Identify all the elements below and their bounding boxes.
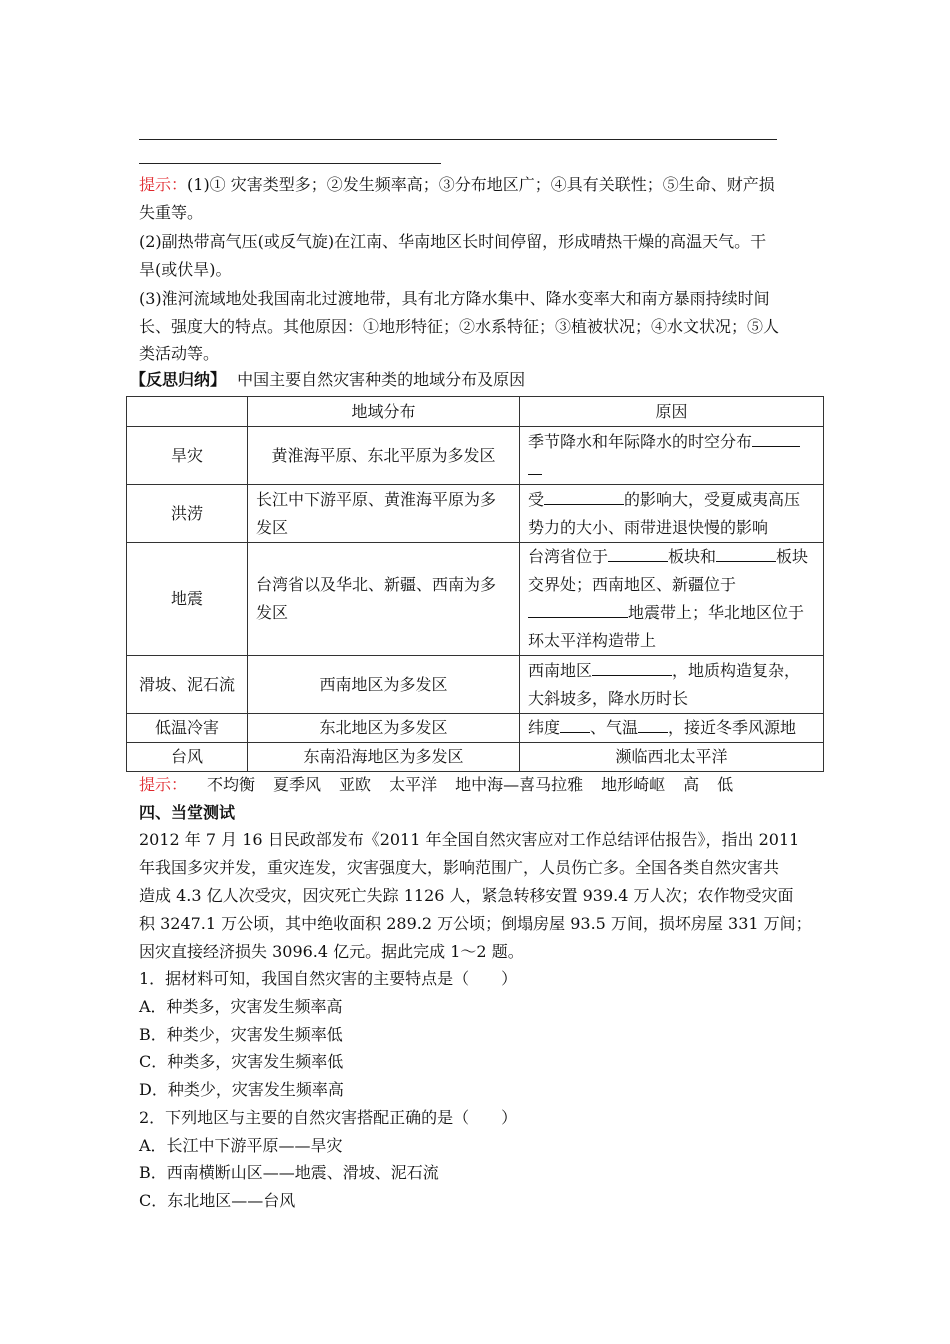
hint-line-5: (3)淮河流域地处我国南北过渡地带，具有北方降水集中、降水变率大和南方暴雨持续时间: [139, 289, 770, 308]
answer-word: 太平洋: [389, 775, 438, 794]
answer-word: 地形崎岖: [601, 775, 666, 794]
reason-cell: 台湾省位于 板块和 板块交界处；西南地区、新疆位于地震带上；华北地区位于环太平洋构造带上: [520, 543, 824, 656]
reflection-title: 中国主要自然灾害种类的地域分布及原因: [237, 370, 526, 389]
answer-word: 高: [683, 775, 700, 794]
fill-blank: [752, 428, 800, 447]
fill-blank: [608, 543, 668, 562]
fill-blank: [638, 714, 668, 733]
hint-line-7: 类活动等。: [139, 344, 220, 363]
hint-line-3: (2)副热带高气压(或反气旋)在江南、华南地区长时间停留，形成晴热干燥的高温天气。干: [139, 232, 767, 251]
region-cell: 长江中下游平原、黄淮海平原为多发区: [248, 485, 520, 543]
question-1-option-d[interactable]: D．种类少，灾害发生频率高: [139, 1080, 344, 1099]
section-title: 四、当堂测试: [139, 803, 236, 822]
region-cell: 台湾省以及华北、新疆、西南为多发区: [248, 543, 520, 656]
answer-hint-row: [139, 771, 751, 799]
question-2-option-c[interactable]: C．东北地区——台风: [139, 1191, 296, 1210]
fill-blank: [544, 486, 624, 505]
passage-line: 2012 年 7 月 16 日民政部发布《2011 年全国自然灾害应对工作总结评估报告》，指出 2011: [139, 830, 800, 849]
question-2-stem: 2．下列地区与主要的自然灾害搭配正确的是（ ）: [139, 1108, 518, 1127]
reason-cell: 濒临西北太平洋: [520, 743, 824, 772]
table-row: [127, 743, 824, 772]
table-row: [127, 656, 824, 714]
fill-blank: [528, 456, 542, 475]
region-cell: 东北地区为多发区: [248, 714, 520, 743]
disaster-type-cell: 滑坡、泥石流: [127, 656, 248, 714]
answer-word: 夏季风: [273, 775, 322, 794]
fill-blank: [592, 657, 672, 676]
fill-blank: [560, 714, 590, 733]
table-header-reason: 原因: [520, 397, 824, 427]
disaster-type-cell: 低温冷害: [127, 714, 248, 743]
question-1-option-a[interactable]: A．种类多，灾害发生频率高: [139, 997, 343, 1016]
answer-word: 地中海—喜马拉雅: [455, 775, 584, 794]
hint-line-2: 失重等。: [139, 203, 204, 222]
table-header-blank: [127, 397, 248, 427]
passage-line: 积 3247.1 万公顷，其中绝收面积 289.2 万公顷；倒塌房屋 93.5 万间，损坏房屋 331 万间；: [139, 914, 812, 933]
reason-cell: 西南地区 ，地质构造复杂，大斜坡多，降水历时长: [520, 656, 824, 714]
table-row: [127, 427, 824, 485]
reason-cell: 季节降水和年际降水的时空分布: [520, 427, 824, 485]
answer-blank-line-1: [139, 139, 777, 140]
question-2-option-b[interactable]: B．西南横断山区——地震、滑坡、泥石流: [139, 1163, 439, 1182]
table-header-row: [127, 397, 824, 427]
region-cell: 西南地区为多发区: [248, 656, 520, 714]
passage-line: 年我国多灾并发，重灾连发，灾害强度大，影响范围广，人员伤亡多。全国各类自然灾害共: [139, 858, 780, 877]
disaster-type-cell: 旱灾: [127, 427, 248, 485]
hint-line-6: 长、强度大的特点。其他原因：①地形特征；②水系特征；③植被状况；④水文状况；⑤人: [139, 317, 780, 336]
table-header-region: 地域分布: [248, 397, 520, 427]
disaster-type-cell: 地震: [127, 543, 248, 656]
disaster-type-cell: 洪涝: [127, 485, 248, 543]
region-cell: 黄淮海平原、东北平原为多发区: [248, 427, 520, 485]
hint-label: 提示：: [139, 175, 188, 194]
answer-hint-label: 提示：: [139, 775, 188, 794]
answer-word: 亚欧: [339, 775, 372, 794]
passage-line: 因灾直接经济损失 3096.4 亿元。据此完成 1～2 题。: [139, 942, 524, 961]
fill-blank: [716, 543, 776, 562]
region-cell: 东南沿海地区为多发区: [248, 743, 520, 772]
disaster-type-cell: 台风: [127, 743, 248, 772]
answer-word: 低: [717, 775, 734, 794]
answer-word: 不均衡: [207, 775, 256, 794]
fill-blank: [528, 599, 628, 618]
disaster-distribution-table: [126, 396, 824, 772]
reflection-label: 【反思归纳】: [130, 370, 227, 389]
reason-cell: 纬度 、气温 ，接近冬季风源地: [520, 714, 824, 743]
question-1-stem: 1．据材料可知，我国自然灾害的主要特点是（ ）: [139, 969, 518, 988]
hint-line-4: 旱(或伏旱)。: [139, 260, 232, 279]
question-1-option-b[interactable]: B．种类少，灾害发生频率低: [139, 1025, 343, 1044]
question-1-option-c[interactable]: C．种类多，灾害发生频率低: [139, 1052, 344, 1071]
question-2-option-a[interactable]: A．长江中下游平原——旱灾: [139, 1136, 343, 1155]
reason-cell: 受 的影响大，受夏威夷高压势力的大小、雨带进退快慢的影响: [520, 485, 824, 543]
hint-line-1: 提示：(1)① 灾害类型多；②发生频率高；③分布地区广；④具有关联性；⑤生命、财产损: [139, 175, 775, 194]
table-row: [127, 543, 824, 656]
answer-blank-line-2: [139, 163, 441, 164]
table-row: [127, 485, 824, 543]
reflection-heading: [130, 366, 810, 394]
passage-line: 造成 4.3 亿人次受灾，因灾死亡失踪 1126 人，紧急转移安置 939.4 万人次；农作物受灾面: [139, 886, 794, 905]
table-row: [127, 714, 824, 743]
